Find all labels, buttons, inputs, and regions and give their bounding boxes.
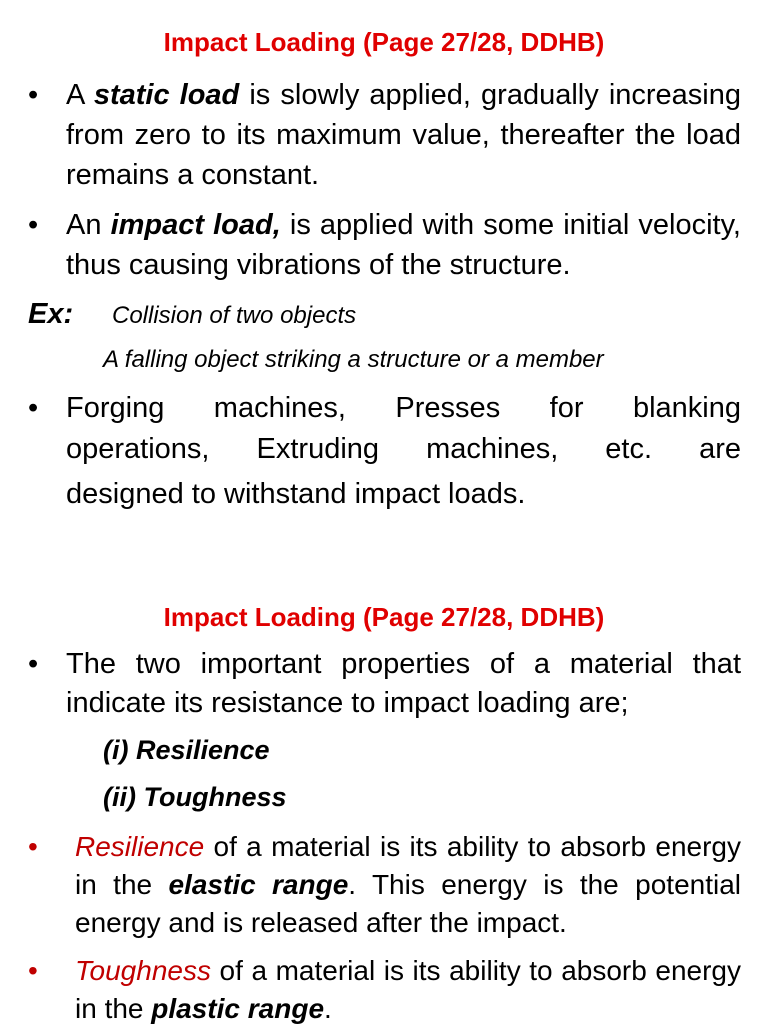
example-line-2: A falling object striking a structure or a member xyxy=(103,346,604,373)
bullet-marker: • xyxy=(28,209,39,241)
bullet-marker: • xyxy=(28,831,38,862)
bullet-marker: • xyxy=(28,392,39,424)
bullet-text: An impact load, is applied with some initial velocity, thus causing vibrations of the structure. xyxy=(66,209,741,281)
slide-title: Impact Loading (Page 27/28, DDHB) xyxy=(163,602,605,632)
term-static-load: static load xyxy=(93,79,240,111)
slide-title: Impact Loading (Page 27/28, DDHB) xyxy=(163,27,605,57)
bullet-text: Resilience of a material is its ability to absorb energy in the elastic range. This energy is the potential energy and is released after the impact. xyxy=(75,831,741,938)
term-elastic-range: elastic range xyxy=(168,869,349,900)
bullet-text: Toughness of a material is its ability to absorb energy in the plastic range. xyxy=(75,955,741,1024)
bullet-marker: • xyxy=(28,79,39,111)
example-label: Ex: xyxy=(28,298,74,330)
term-resilience: Resilience xyxy=(75,831,205,862)
term-plastic-range: plastic range xyxy=(151,993,325,1024)
bullet-text: Forging machines, Presses for blanking operations, Extruding machines, etc. are designed to withstand impact loads. xyxy=(66,392,741,510)
bullet-text: A static load is slowly applied, gradually increasing from zero to its maximum value, thereafter the load remains a constant. xyxy=(66,79,741,191)
bullet-marker: • xyxy=(28,648,39,680)
bullet-marker: • xyxy=(28,955,38,986)
slide-bottom xyxy=(0,590,768,1024)
property-item-resilience: (i) Resilience xyxy=(103,735,270,765)
example-line-1: Collision of two objects xyxy=(112,302,357,329)
term-impact-load: impact load, xyxy=(110,209,281,241)
term-toughness: Toughness xyxy=(75,955,211,986)
bullet-text: The two important properties of a material that indicate its resistance to impact loading are; xyxy=(66,648,741,719)
property-item-toughness: (ii) Toughness xyxy=(103,782,287,812)
